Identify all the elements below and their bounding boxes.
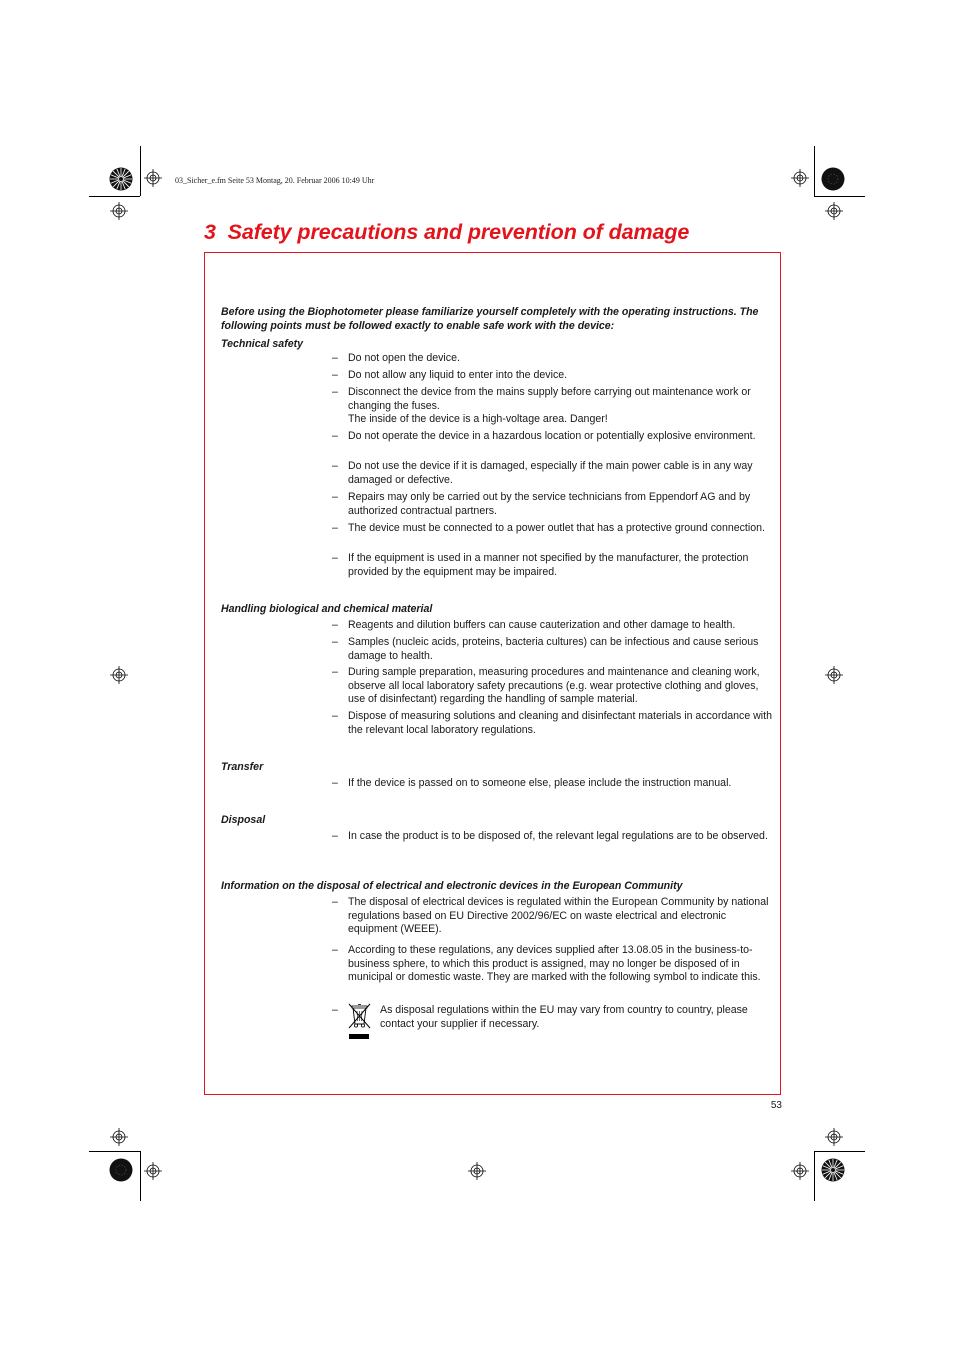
registration-mark-icon: [825, 202, 843, 220]
list-item-text: According to these regulations, any devices supplied after 13.08.05 in the business-to-business sphere, to which this product is assigned, may no longer be disposed of in municipal or domestic waste. They are marked with the following symbol to indicate this.: [348, 944, 761, 984]
list-item-text: Reagents and dilution buffers can cause cauterization and other damage to health.: [348, 619, 736, 631]
registration-mark-icon: [468, 1162, 486, 1180]
list-item: [332, 619, 772, 633]
section-heading-disposal: Disposal: [221, 814, 266, 826]
list-item-text: Repairs may only be carried out by the service technicians from Eppendorf AG and by authorized contractual partners.: [348, 491, 751, 517]
dash-bullet: –: [332, 430, 338, 442]
section-heading-weee: Information on the disposal of electrical and electronic devices in the European Community: [221, 880, 683, 892]
list-item-text: Disconnect the device from the mains supply before carrying out maintenance work or changing the fuses.: [348, 386, 751, 412]
list-item-text: Do not open the device.: [348, 352, 460, 364]
list-item: [332, 369, 772, 383]
dash-bullet: –: [332, 460, 338, 472]
crop-line: [140, 146, 141, 196]
list-item-text: Do not operate the device in a hazardous location or potentially explosive environment.: [348, 430, 756, 442]
dash-bullet: –: [332, 710, 338, 722]
crop-line: [814, 1151, 815, 1201]
list-item: [332, 552, 772, 579]
crop-line: [140, 1151, 141, 1201]
intro-paragraph: Before using the Biophotometer please familiarize yourself completely with the operating instructions. The following points must be followed exactly to enable safe work with the device:: [221, 306, 759, 332]
list-item: [332, 522, 772, 536]
dash-bullet: –: [332, 552, 338, 564]
list-item: [332, 944, 772, 985]
list-item-note: The inside of the device is a high-voltage area. Danger!: [348, 413, 608, 426]
list-item-text: If the equipment is used in a manner not specified by the manufacturer, the protection provided by the equipment may be impaired.: [348, 552, 749, 578]
list-item: [332, 666, 772, 707]
list-item: [332, 896, 772, 937]
color-target-icon: [109, 1158, 133, 1182]
list-item: [332, 460, 772, 487]
section-heading-biological-chemical: Handling biological and chemical material: [221, 603, 433, 615]
list-item-text: Do not use the device if it is damaged, especially if the main power cable is in any way damaged or defective.: [348, 460, 753, 486]
list-item: [332, 430, 772, 444]
list-item-text: Do not allow any liquid to enter into the device.: [348, 369, 568, 381]
list-item-text: In case the product is to be disposed of, the relevant legal regulations are to be observed.: [348, 830, 768, 842]
dash-bullet: –: [332, 352, 338, 364]
crop-line: [814, 1151, 865, 1152]
dash-bullet: –: [332, 896, 338, 908]
list-item-text: During sample preparation, measuring procedures and maintenance and cleaning work, observe all local laboratory safety precautions (e.g. wear protective clothing and gloves, use of disinfectant) regarding the handling of sample material.: [348, 666, 760, 706]
crossed-out-wheelie-bin-icon: [348, 1003, 372, 1041]
registration-mark-icon: [110, 666, 128, 684]
registration-mark-icon: [144, 169, 162, 187]
page-number: 53: [770, 1100, 782, 1111]
crop-line: [814, 196, 865, 197]
section-heading-transfer: Transfer: [221, 761, 264, 773]
dash-bullet: –: [332, 944, 338, 956]
registration-mark-icon: [110, 202, 128, 220]
file-info-header: 03_Sicher_e.fm Seite 53 Montag, 20. Februar 2006 10:49 Uhr: [175, 176, 375, 185]
registration-mark-icon: [825, 1128, 843, 1146]
crop-line: [89, 196, 140, 197]
dash-bullet: –: [332, 386, 338, 398]
crop-line: [814, 146, 815, 196]
dash-bullet: –: [332, 636, 338, 648]
registration-mark-icon: [110, 1128, 128, 1146]
color-target-icon: [109, 167, 133, 191]
section-heading-technical-safety: Technical safety: [221, 338, 304, 350]
dash-bullet: –: [332, 522, 338, 534]
list-item: [332, 777, 772, 791]
list-item-text: The disposal of electrical devices is regulated within the European Community by national regulations based on EU Directive 2002/96/EC on waste electrical and electronic equipment (WEEE).: [348, 896, 769, 936]
dash-bullet: –: [332, 491, 338, 503]
color-target-icon: [821, 167, 845, 191]
dash-bullet: –: [332, 1004, 338, 1016]
registration-mark-icon: [791, 169, 809, 187]
dash-bullet: –: [332, 777, 338, 789]
list-item-with-symbol: [332, 1004, 772, 1040]
registration-mark-icon: [791, 1162, 809, 1180]
list-item-text: Dispose of measuring solutions and cleaning and disinfectant materials in accordance with the relevant local laboratory regulations.: [348, 710, 772, 736]
dash-bullet: –: [332, 830, 338, 842]
registration-mark-icon: [144, 1162, 162, 1180]
list-item: [332, 352, 772, 366]
list-item: [332, 710, 772, 737]
color-target-icon: [821, 1158, 845, 1182]
registration-mark-icon: [825, 666, 843, 684]
list-item-text: As disposal regulations within the EU may vary from country to country, please contact your supplier if necessary.: [380, 1004, 748, 1030]
crop-line: [89, 1151, 140, 1152]
list-item: [332, 386, 772, 427]
dash-bullet: –: [332, 666, 338, 678]
chapter-title: [204, 220, 689, 245]
dash-bullet: –: [332, 619, 338, 631]
list-item-text: If the device is passed on to someone else, please include the instruction manual.: [348, 777, 732, 789]
list-item: [332, 636, 772, 663]
list-item: [332, 491, 772, 518]
list-item-text: Samples (nucleic acids, proteins, bacteria cultures) can be infectious and cause serious damage to health.: [348, 636, 759, 662]
chapter-title-text: Safety precautions and prevention of damage: [227, 220, 690, 244]
list-item: [332, 830, 772, 844]
chapter-number: 3: [204, 220, 216, 244]
dash-bullet: –: [332, 369, 338, 381]
list-item-text: The device must be connected to a power outlet that has a protective ground connection.: [348, 522, 765, 534]
